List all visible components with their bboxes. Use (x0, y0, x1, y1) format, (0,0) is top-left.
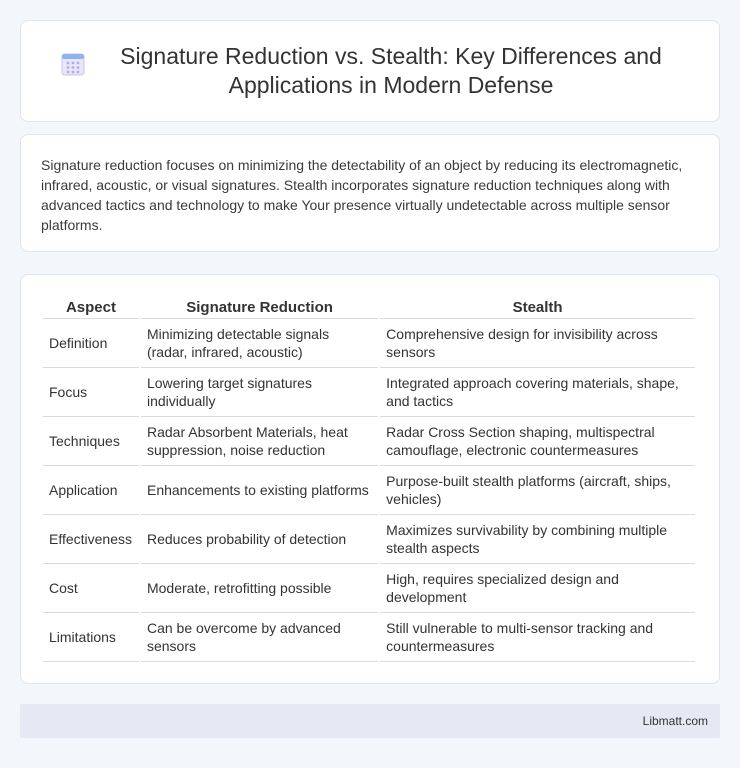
cell-aspect: Techniques (43, 417, 139, 466)
cell-stealth: Still vulnerable to multi-sensor tracking and countermeasures (380, 613, 695, 662)
table-row (43, 515, 695, 564)
table-row (43, 466, 695, 515)
table-row (43, 319, 695, 368)
footer-brand: Libmatt.com (642, 714, 708, 728)
intro-card (20, 134, 720, 252)
cell-aspect: Focus (43, 368, 139, 417)
cell-signature-reduction: Can be overcome by advanced sensors (141, 613, 378, 662)
comparison-table-card (20, 274, 720, 684)
cell-signature-reduction: Minimizing detectable signals (radar, infrared, acoustic) (141, 319, 378, 368)
title-wrap (59, 42, 681, 100)
footer (20, 704, 720, 738)
cell-aspect: Application (43, 466, 139, 515)
cell-stealth: Radar Cross Section shaping, multispectral camouflage, electronic countermeasures (380, 417, 695, 466)
table-row (43, 417, 695, 466)
cell-signature-reduction: Moderate, retrofitting possible (141, 564, 378, 613)
cell-aspect: Effectiveness (43, 515, 139, 564)
cell-stealth: Integrated approach covering materials, shape, and tactics (380, 368, 695, 417)
title-card (20, 20, 720, 122)
calendar-grid-icon (59, 50, 87, 78)
column-header-signature-reduction: Signature Reduction (141, 295, 378, 319)
cell-signature-reduction: Radar Absorbent Materials, heat suppression, noise reduction (141, 417, 378, 466)
cell-stealth: Comprehensive design for invisibility across sensors (380, 319, 695, 368)
intro-paragraph: Signature reduction focuses on minimizing the detectability of an object by reducing its electromagnetic, infrared, acoustic, or visual signatures. Stealth incorporates signature reduction techniques along with advanced tactics and technology to make Your presence virtually undetectable across multiple sensor platforms. (41, 157, 683, 233)
table-row (43, 368, 695, 417)
cell-aspect: Limitations (43, 613, 139, 662)
cell-signature-reduction: Enhancements to existing platforms (141, 466, 378, 515)
cell-stealth: High, requires specialized design and development (380, 564, 695, 613)
comparison-table (41, 295, 697, 662)
cell-signature-reduction: Lowering target signatures individually (141, 368, 378, 417)
cell-stealth: Purpose-built stealth platforms (aircraft, ships, vehicles) (380, 466, 695, 515)
cell-signature-reduction: Reduces probability of detection (141, 515, 378, 564)
table-row (43, 564, 695, 613)
page-title: Signature Reduction vs. Stealth: Key Differences and Applications in Modern Defense (120, 43, 662, 98)
table-header-row (43, 295, 695, 319)
cell-aspect: Cost (43, 564, 139, 613)
cell-stealth: Maximizes survivability by combining multiple stealth aspects (380, 515, 695, 564)
column-header-aspect: Aspect (43, 295, 139, 319)
table-row (43, 613, 695, 662)
cell-aspect: Definition (43, 319, 139, 368)
column-header-stealth: Stealth (380, 295, 695, 319)
